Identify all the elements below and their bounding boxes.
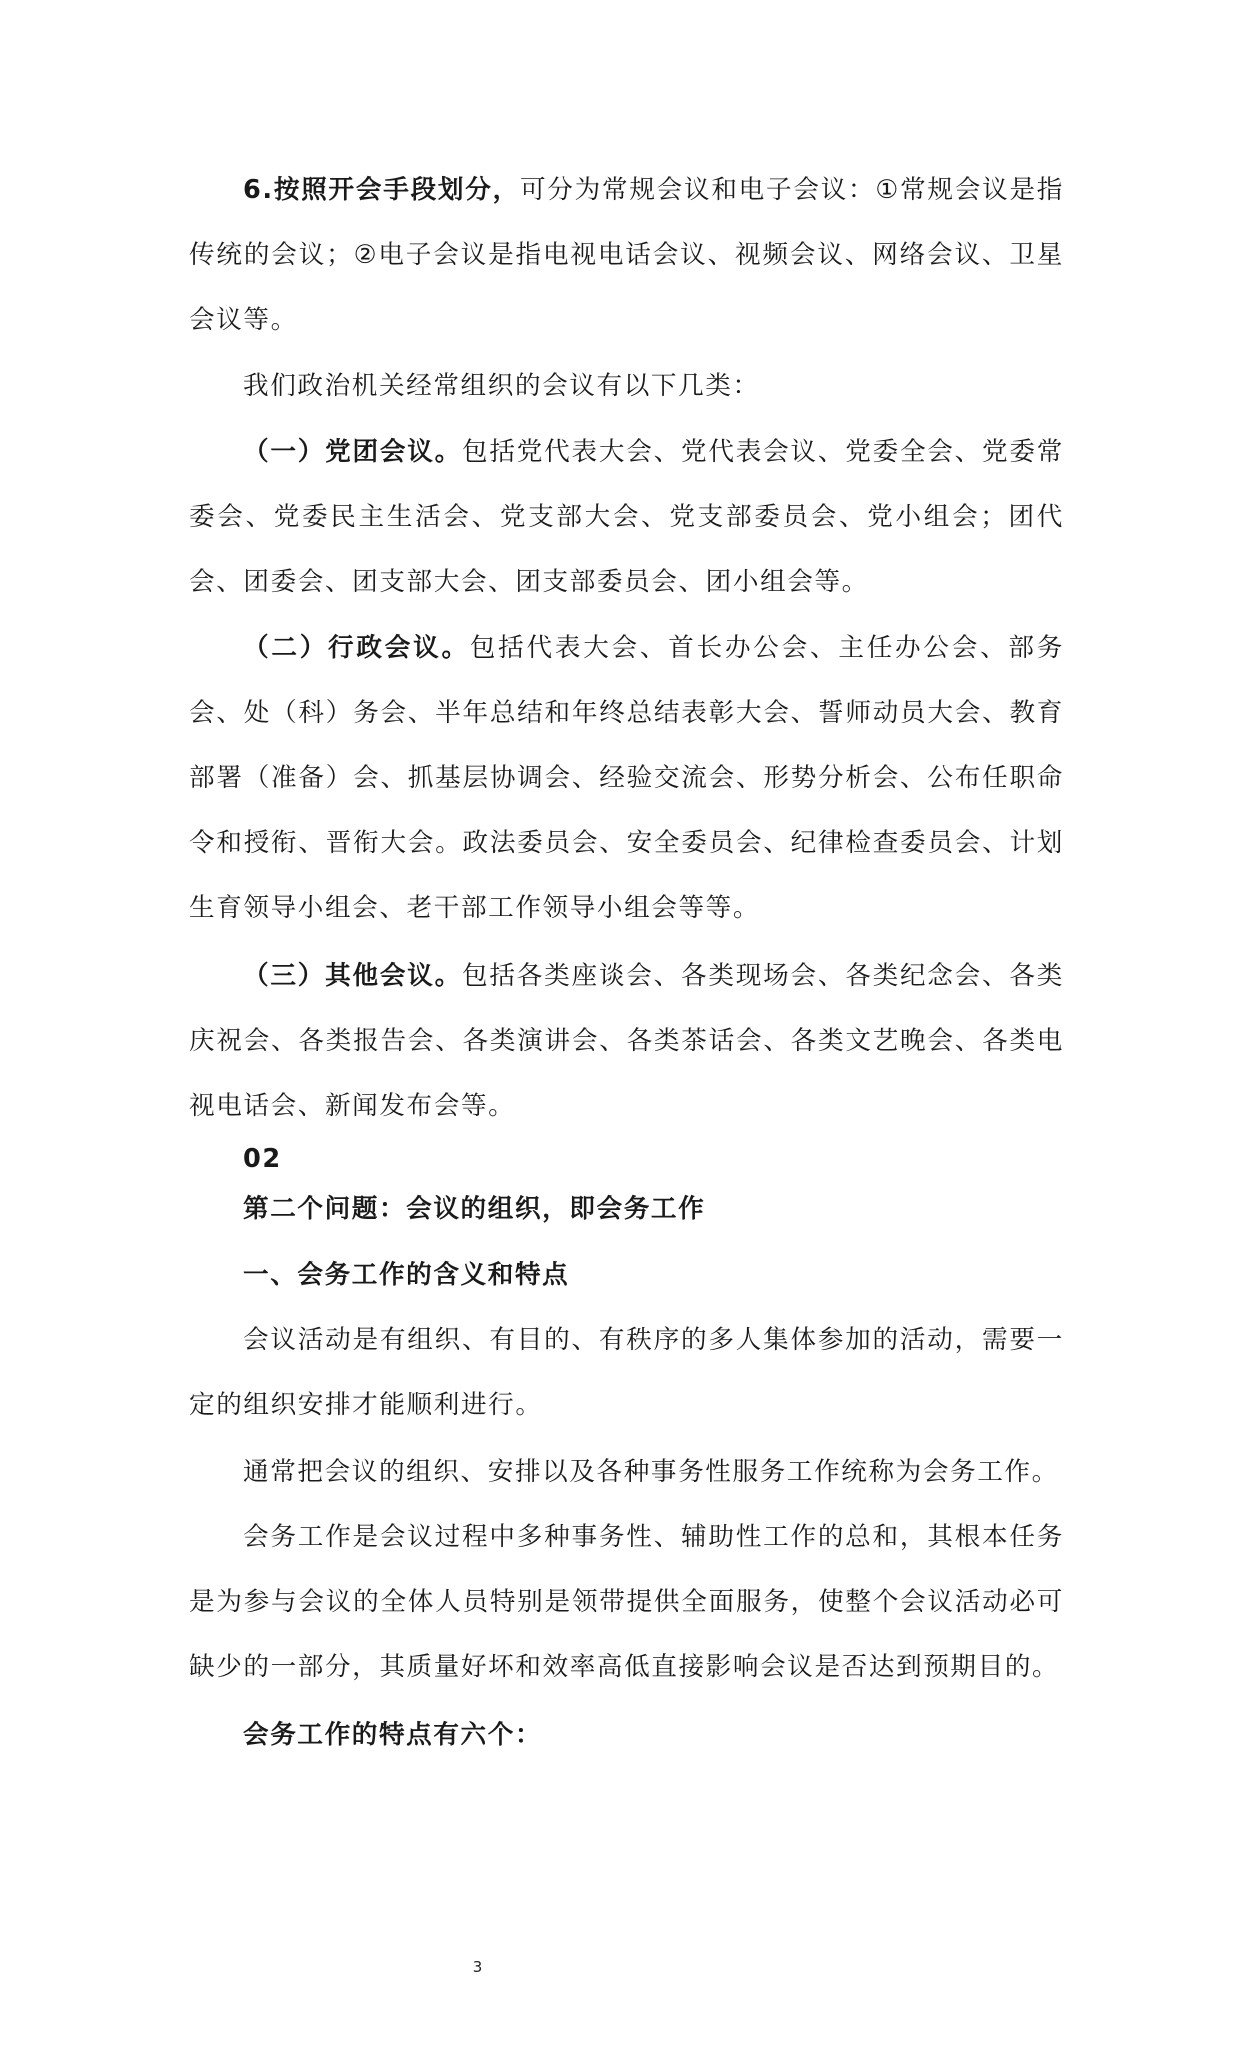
paragraph-administrative-meetings [189,616,1064,941]
paragraph-meeting-activity [189,1308,1064,1438]
paragraph-text: 包括党代表大会、党代表会议、党委全会、党委常委会、党委民主生活会、党支部大会、党支部委员会、党小组会；团代会、团委会、团支部大会、团支部委员会、团小组会等。 [189,437,1064,597]
paragraph-text: 会议活动是有组织、有目的、有秩序的多人集体参加的活动，需要一定的组织安排才能顺利进行。 [189,1325,1064,1420]
paragraph-other-meetings [189,944,1064,1139]
section-number: 02 [243,1144,282,1174]
paragraph-conference-work-definition [189,1440,1064,1505]
paragraph-lead: （二）行政会议。 [243,633,470,663]
paragraph-meeting-means [189,158,1064,353]
paragraph-text: 我们政治机关经常组织的会议有以下几类： [243,371,760,401]
paragraph-lead: （三）其他会议。 [243,961,462,991]
paragraph-conference-work-task [189,1505,1064,1700]
paragraph-text: 会务工作是会议过程中多种事务性、辅助性工作的总和，其根本任务是为参与会议的全体人员特别是领带提供全面服务，使整个会议活动必可缺少的一部分，其质量好坏和效率高低直接影响会议是否达到预期目的。 [189,1522,1064,1682]
paragraph-text: 包括各类座谈会、各类现场会、各类纪念会、各类庆祝会、各类报告会、各类演讲会、各类茶话会、各类文艺晚会、各类电视电话会、新闻发布会等。 [189,961,1064,1121]
subheading: 一、会务工作的含义和特点 [243,1260,570,1290]
paragraph-text: 通常把会议的组织、安排以及各种事务性服务工作统称为会务工作。 [243,1457,1059,1487]
paragraph-text: 包括代表大会、首长办公会、主任办公会、部务会、处（科）务会、半年总结和年终总结表彰大会、誓师动员大会、教育部署（准备）会、抓基层协调会、经验交流会、形势分析会、公布任职命令和授衔、晋衔大会。政法委员会、安全委员会、纪律检查委员会、计划生育领导小组会、老干部工作领导小组会等等。 [189,633,1064,923]
features-heading: 会务工作的特点有六个： [243,1720,543,1750]
section-title: 第二个问题：会议的组织，即会务工作 [243,1194,706,1224]
page-number: 3 [472,1958,483,1976]
paragraph-text: 可分为常规会议和电子会议：①常规会议是指传统的会议；②电子会议是指电视电话会议、视频会议、网络会议、卫星会议等。 [189,175,1064,335]
paragraph-party-meetings [189,420,1064,615]
paragraph-lead: 6.按照开会手段划分， [243,175,520,205]
paragraph-meeting-types-intro [189,354,1064,419]
paragraph-lead: （一）党团会议。 [243,437,462,467]
